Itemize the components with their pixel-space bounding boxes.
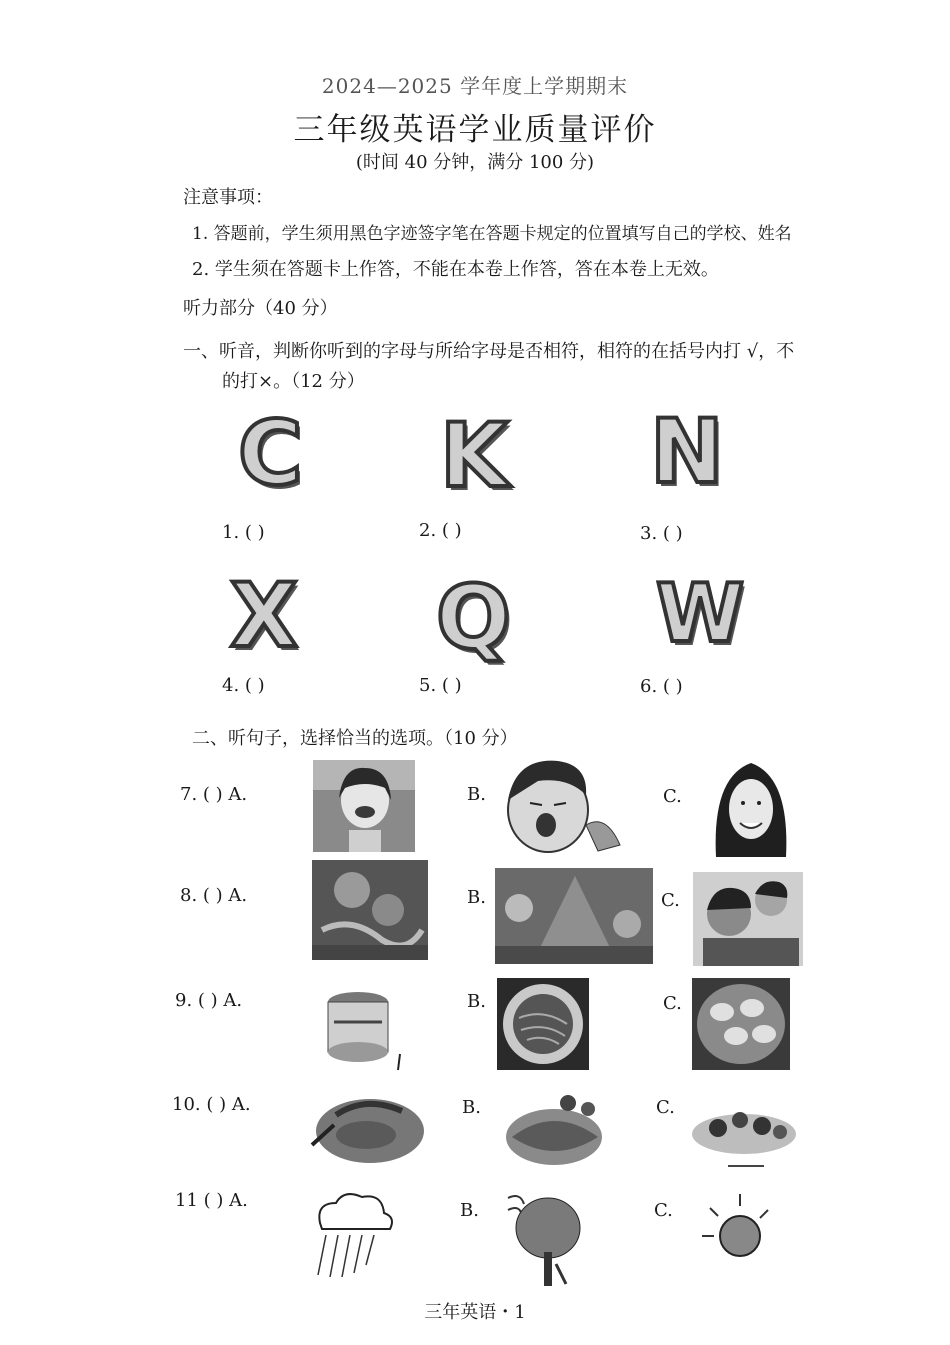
exam-year-title: 2024—2025 学年度上学期期末 [321, 74, 629, 98]
answer-blank-6[interactable]: 6. ( ) [640, 676, 683, 697]
father-and-child-image[interactable] [693, 872, 803, 966]
meat-dish-image[interactable] [306, 1085, 428, 1171]
windy-tree-image[interactable] [500, 1188, 586, 1288]
question-11-option-b-label: B. [460, 1200, 479, 1221]
dumplings-plate-image[interactable] [692, 978, 790, 1070]
exam-main-title: 三年级英语学业质量评价 [293, 112, 657, 148]
question-8-option-b-label: B. [467, 887, 486, 908]
question-9-option-c-label: C. [663, 993, 682, 1014]
monkeys-image[interactable] [312, 860, 428, 960]
question-10-label: 10. ( ) A. [172, 1094, 251, 1115]
note-item-2: 2. 学生须在答题卡上作答，不能在本卷上作答，答在本卷上无效。 [192, 259, 719, 280]
letter-x: X [230, 564, 298, 667]
question-7-label: 7. ( ) A. [180, 784, 248, 805]
answer-blank-4[interactable]: 4. ( ) [222, 675, 265, 696]
question-9-label: 9. ( ) A. [175, 990, 243, 1011]
section1-instruction-line2: 的打×。（12 分） [222, 371, 365, 392]
section2-heading: 二、听句子，选择恰当的选项。（10 分） [192, 728, 518, 749]
answer-blank-3[interactable]: 3. ( ) [640, 523, 683, 544]
question-7-option-b-label: B. [467, 784, 486, 805]
exam-time-score: (时间 40 分钟，满分 100 分) [355, 152, 595, 173]
listening-heading: 听力部分（40 分） [183, 298, 338, 319]
yawning-boy-image[interactable] [498, 755, 626, 855]
question-11-option-c-label: C. [654, 1200, 673, 1221]
letter-w: W [656, 567, 745, 660]
answer-blank-2[interactable]: 2. ( ) [419, 520, 462, 541]
smiling-girl-image[interactable] [708, 757, 794, 857]
noodles-bowl-image[interactable] [497, 978, 589, 1070]
family-tree-decorating-image[interactable] [495, 868, 653, 964]
question-9-option-b-label: B. [467, 991, 486, 1012]
laughing-girl-image[interactable] [313, 760, 415, 852]
note-item-1: 1. 答题前，学生须用黑色字迹签字笔在答题卡规定的位置填写自己的学校、姓名 [192, 224, 792, 244]
question-10-option-b-label: B. [462, 1097, 481, 1118]
page-footer: 三年英语・1 [424, 1302, 526, 1323]
question-10-option-c-label: C. [656, 1097, 675, 1118]
question-7-option-c-label: C. [663, 786, 682, 807]
question-11-label: 11 ( ) A. [175, 1190, 248, 1211]
vegetable-dish-image[interactable] [688, 1088, 800, 1172]
section1-instruction-line1: 一、听音，判断你听到的字母与所给字母是否相符，相符的在括号内打 √，不 [183, 341, 795, 362]
letter-q: Q [436, 566, 511, 669]
notes-heading: 注意事项： [183, 187, 273, 208]
rainy-cloud-image[interactable] [306, 1185, 398, 1281]
question-8-option-c-label: C. [661, 890, 680, 911]
question-8-label: 8. ( ) A. [180, 885, 248, 906]
letter-k: K [440, 404, 509, 507]
answer-blank-1[interactable]: 1. ( ) [222, 522, 265, 543]
sunny-sun-image[interactable] [698, 1188, 780, 1272]
answer-blank-5[interactable]: 5. ( ) [419, 675, 462, 696]
fish-dish-image[interactable] [498, 1085, 616, 1175]
letter-n: N [650, 400, 724, 503]
birthday-cake-image[interactable] [320, 980, 406, 1072]
letter-c: C [238, 402, 303, 505]
